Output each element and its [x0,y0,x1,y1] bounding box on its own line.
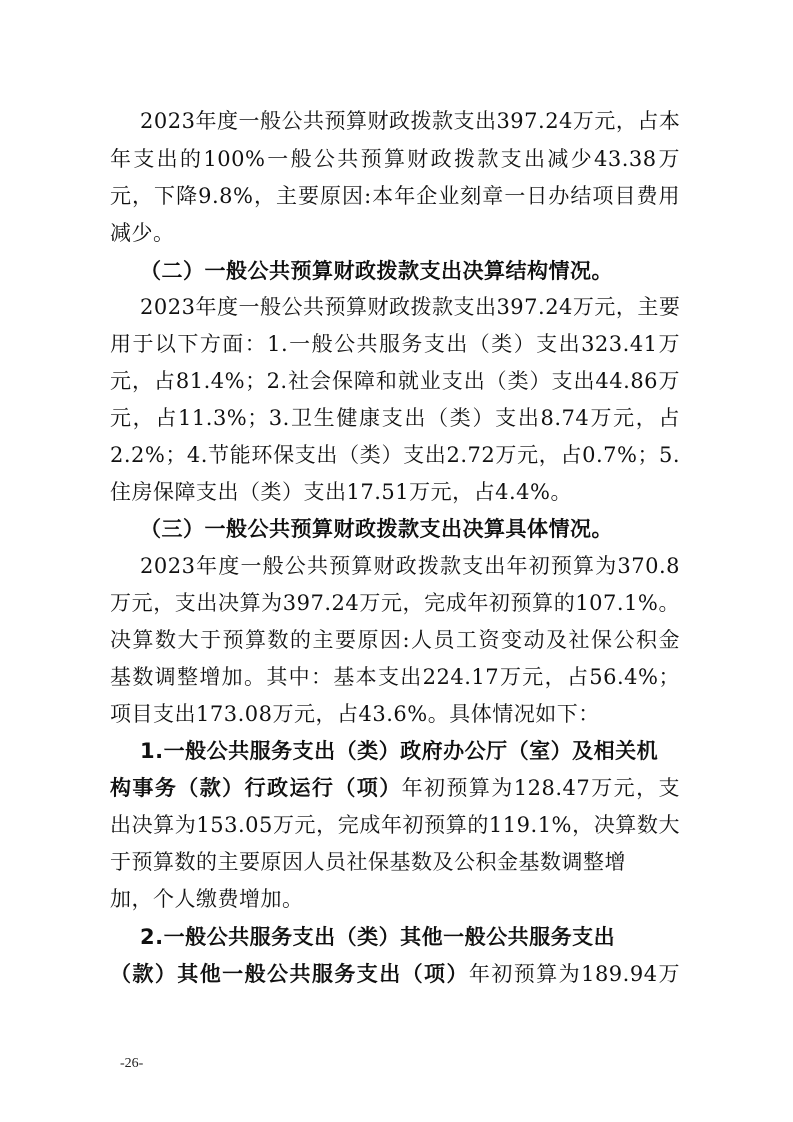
page-number: -26- [120,1056,144,1071]
paragraph3-line3: 决算数大于预算数的主要原因:人员工资变动及社保公积金 [110,628,680,652]
item1-line5: 加，个人缴费增加。 [110,887,304,911]
paragraph3-line5: 项目支出173.08万元，占43.6%。具体情况如下： [110,702,600,726]
item1-line3: 出决算为153.05万元，完成年初预算的119.1%，决算数大 [110,813,680,837]
item2-line2-text: 年初预算为189.94万 [468,962,680,986]
paragraph3-line2: 万元，支出决算为397.24万元，完成年初预算的107.1%。 [110,591,680,615]
item2-heading-line1: 2.一般公共服务支出（类）其他一般公共服务支出 [140,925,616,949]
item1-line2-text: 年初预算为128.47万元，支 [401,776,680,800]
item1-heading-line1: 1.一般公共服务支出（类）政府办公厅（室）及相关机 [140,739,659,763]
paragraph3-line4: 基数调整增加。其中：基本支出224.17万元，占56.4%； [110,665,680,689]
paragraph2-line1: 2023年度一般公共预算财政拨款支出397.24万元，主要 [140,295,680,319]
paragraph1-line1: 2023年度一般公共预算财政拨款支出397.24万元，占本 [140,109,680,133]
paragraph2-line2: 用于以下方面：1.一般公共服务支出（类）支出323.41万 [110,332,680,356]
section-heading-2: （二）一般公共预算财政拨款支出决算结构情况。 [140,259,613,283]
paragraph2-line5: 2.2%；4.节能环保支出（类）支出2.72万元，占0.7%；5. [110,443,680,467]
paragraph1-line2: 年支出的100%一般公共预算财政拨款支出减少43.38万 [110,147,680,171]
paragraph2-line3: 元，占81.4%；2.社会保障和就业支出（类）支出44.86万 [110,369,680,393]
item1-line2 [110,771,680,805]
paragraph3-line1: 2023年度一般公共预算财政拨款支出年初预算为370.8 [140,554,680,578]
paragraph1-line4: 减少。 [110,221,175,245]
paragraph2-line4: 元，占11.3%；3.卫生健康支出（类）支出8.74万元，占 [110,406,680,430]
item1-line4: 于预算数的主要原因人员社保基数及公积金基数调整增 [110,850,626,874]
paragraph2-line6: 住房保障支出（类）支出17.51万元，占4.4%。 [110,480,572,504]
item1-heading-line2: 构事务（款）行政运行（项） [110,776,402,800]
paragraph1-line3: 元，下降9.8%，主要原因:本年企业刻章一日办结项目费用 [110,184,680,208]
section-heading-3: （三）一般公共预算财政拨款支出决算具体情况。 [140,517,613,541]
item2-line2 [110,957,680,991]
item2-heading-line2: （款）其他一般公共服务支出（项） [110,962,469,986]
